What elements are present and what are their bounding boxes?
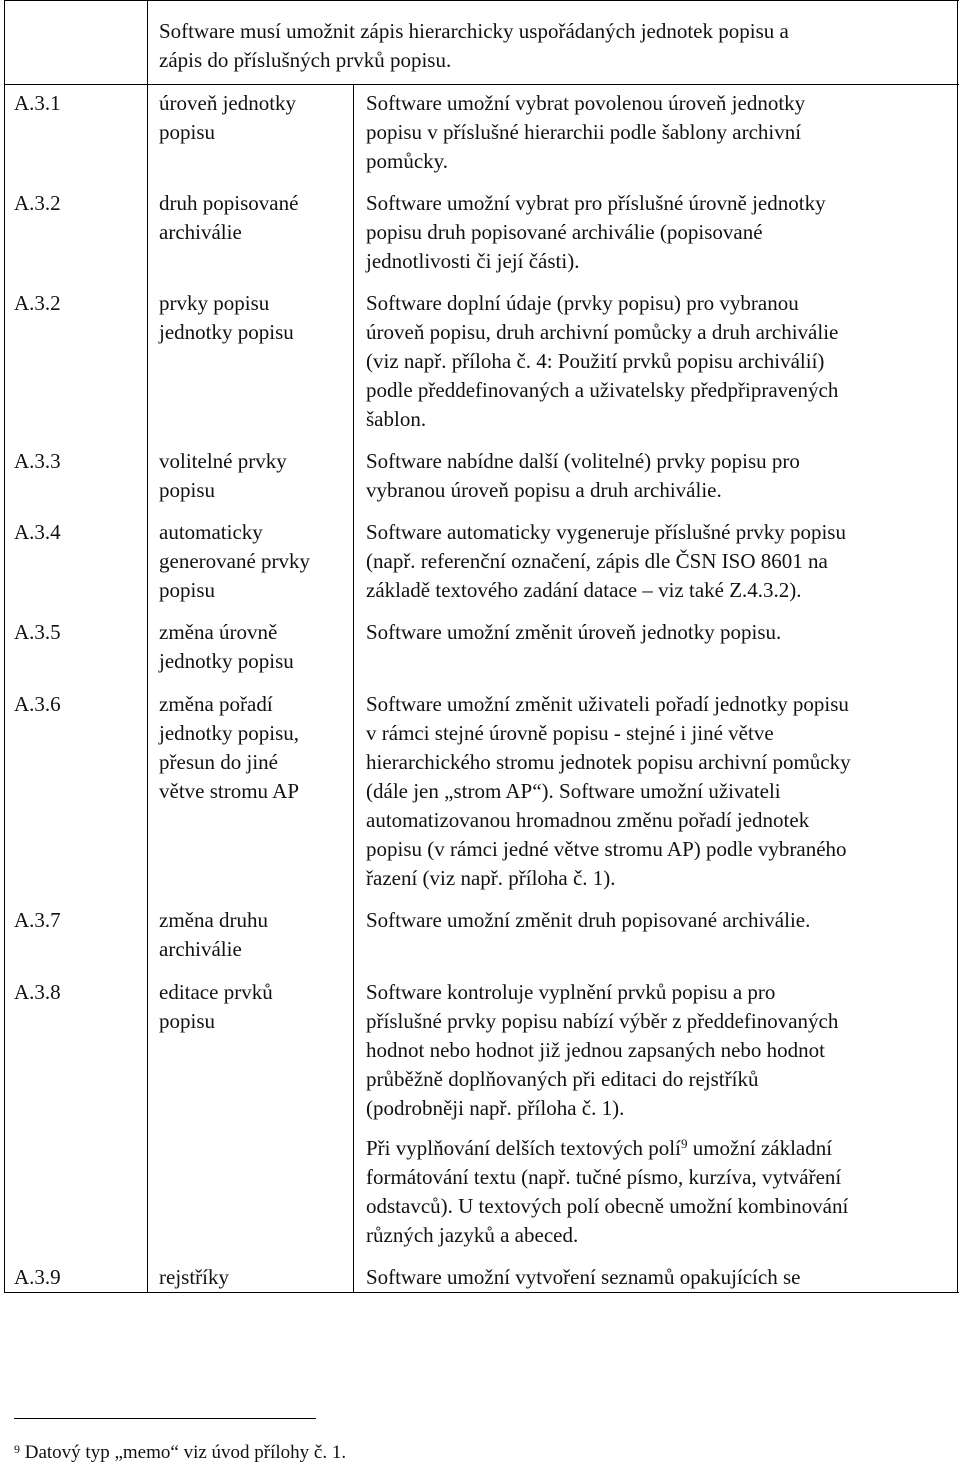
row-name: přesun do jiné (159, 750, 278, 774)
row-description: Software umožní změnit uživateli pořadí jednotky popisu (366, 692, 849, 716)
row-description-text: Při vyplňování delších textových polí (366, 1136, 681, 1160)
row-name: editace prvků (159, 980, 273, 1004)
row-name: jednotky popisu (159, 649, 294, 673)
row-description-paragraph-2 (366, 1134, 832, 1163)
row-name: popisu (159, 1009, 216, 1033)
row-description: šablon. (366, 407, 427, 431)
row-description: podle předdefinovaných a uživatelsky předpřipravených (366, 378, 839, 402)
row-description: základě textového zadání datace – viz také Z.4.3.2). (366, 578, 802, 602)
row-code: A.3.5 (14, 620, 61, 644)
row-description: Software nabídne další (volitelné) prvky popisu pro (366, 449, 800, 473)
table-border-col1 (147, 0, 148, 1293)
row-description: jednotlivosti či její části). (366, 249, 580, 273)
row-code: A.3.6 (14, 692, 61, 716)
footnote-separator (14, 1418, 316, 1419)
row-code: A.3.8 (14, 980, 61, 1004)
row-description: (viz např. příloha č. 4: Použití prvků popisu archiválií) (366, 349, 825, 373)
row-description: (dále jen „strom AP“). Software umožní uživateli (366, 779, 781, 803)
row-name: automaticky (159, 520, 263, 544)
table-border-col2 (353, 84, 354, 1293)
row-description: odstavců). U textových polí obecně umožní kombinování (366, 1194, 849, 1218)
row-description: v rámci stejné úrovně popisu - stejné i jiné větve (366, 721, 774, 745)
row-name: jednotky popisu, (159, 721, 299, 745)
row-name: rejstříky (159, 1265, 229, 1289)
row-name: změna pořadí (159, 692, 273, 716)
row-name: archiválie (159, 937, 242, 961)
row-description: vybranou úroveň popisu a druh archiválie. (366, 478, 722, 502)
row-name: úroveň jednotky (159, 91, 297, 115)
row-description: popisu v příslušné hierarchii podle šablony archivní (366, 120, 802, 144)
row-description: úroveň popisu, druh archivní pomůcky a druh archiválie (366, 320, 839, 344)
row-code: A.3.1 (14, 91, 61, 115)
row-description: hodnot nebo hodnot již jednou zapsaných nebo hodnot (366, 1038, 825, 1062)
table-border-left (4, 0, 5, 1293)
row-description: Software umožní vytvoření seznamů opakujících se (366, 1265, 801, 1289)
row-description: Software doplní údaje (prvky popisu) pro vybranou (366, 291, 799, 315)
footnote (14, 1441, 346, 1465)
footnote-reference[interactable]: 9 (680, 1136, 688, 1151)
row-code: A.3.4 (14, 520, 61, 544)
row-description: hierarchického stromu jednotek popisu archivní pomůcky (366, 750, 851, 774)
table-border-intro-bottom (4, 84, 959, 85)
row-description: příslušné prvky popisu nabízí výběr z předdefinovaných (366, 1009, 839, 1033)
row-description: Software umožní změnit úroveň jednotky popisu. (366, 620, 782, 644)
row-code: A.3.2 (14, 191, 61, 215)
row-description: Software automaticky vygeneruje příslušné prvky popisu (366, 520, 846, 544)
row-description: formátování textu (např. tučné písmo, kurzíva, vytváření (366, 1165, 842, 1189)
row-name: volitelné prvky (159, 449, 287, 473)
row-description: průběžně doplňovaných při editaci do rejstříků (366, 1067, 759, 1091)
row-description: popisu druh popisované archiválie (popisované (366, 220, 763, 244)
row-description: pomůcky. (366, 149, 449, 173)
row-code: A.3.3 (14, 449, 61, 473)
intro-text-line-1: Software musí umožnit zápis hierarchicky uspořádaných jednotek popisu a (159, 19, 789, 43)
row-description: automatizovanou hromadnou změnu pořadí jednotek (366, 808, 810, 832)
row-name: popisu (159, 578, 216, 602)
row-name: jednotky popisu (159, 320, 294, 344)
row-description: různých jazyků a abeced. (366, 1223, 579, 1247)
row-description: Software umožní vybrat pro příslušné úrovně jednotky (366, 191, 826, 215)
row-description: (např. referenční označení, zápis dle ČSN ISO 8601 na (366, 549, 828, 573)
footnote-number: 9 (14, 1442, 20, 1456)
footnote-text: Datový typ „memo“ viz úvod přílohy č. 1. (24, 1442, 347, 1463)
row-name: archiválie (159, 220, 242, 244)
row-name: popisu (159, 120, 216, 144)
intro-text-line-2: zápis do příslušných prvků popisu. (159, 48, 452, 72)
row-description-text: umožní základní (687, 1136, 833, 1160)
row-name: změna druhu (159, 908, 269, 932)
row-description: (podrobněji např. příloha č. 1). (366, 1096, 625, 1120)
row-name: změna úrovně (159, 620, 278, 644)
row-name: prvky popisu (159, 291, 270, 315)
row-name: větve stromu AP (159, 779, 299, 803)
row-code: A.3.9 (14, 1265, 61, 1289)
table-border-bottom (4, 1292, 959, 1293)
row-name: popisu (159, 478, 216, 502)
row-description: Software umožní změnit druh popisované archiválie. (366, 908, 811, 932)
row-code: A.3.7 (14, 908, 61, 932)
row-description: Software kontroluje vyplnění prvků popisu a pro (366, 980, 776, 1004)
row-code: A.3.2 (14, 291, 61, 315)
row-name: generované prvky (159, 549, 311, 573)
row-description: Software umožní vybrat povolenou úroveň jednotky (366, 91, 806, 115)
table-border-right (957, 0, 958, 1293)
row-description: popisu (v rámci jedné větve stromu AP) podle vybraného (366, 837, 847, 861)
row-name: druh popisované (159, 191, 299, 215)
row-description: řazení (viz např. příloha č. 1). (366, 866, 616, 890)
